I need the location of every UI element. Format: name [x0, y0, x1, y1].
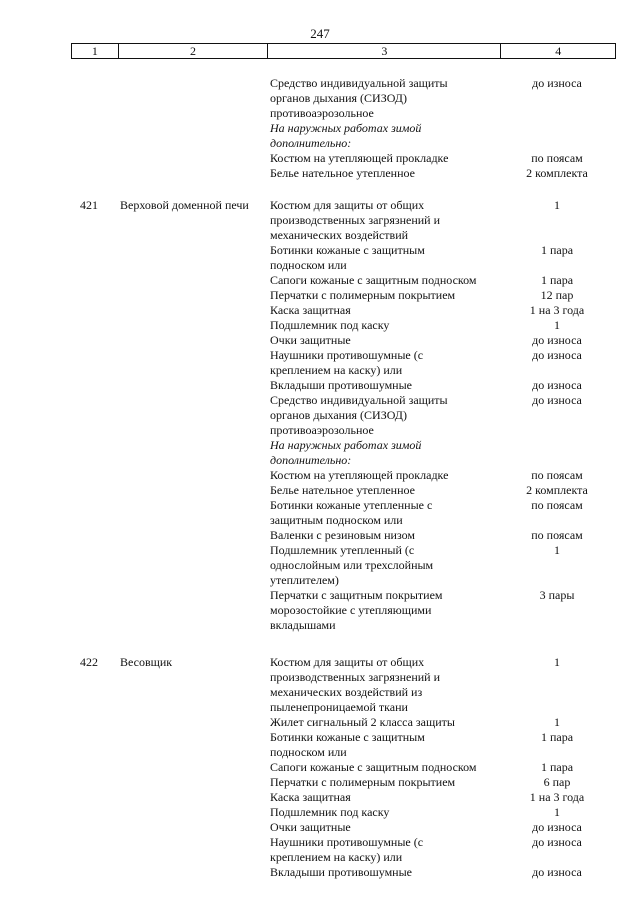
ppe-item — [270, 588, 630, 633]
ppe-item-quantity: 1 — [554, 715, 560, 729]
ppe-item-name: На наружных работах зимой дополнительно: — [270, 121, 422, 150]
ppe-item-name: Костюм на утепляющей прокладке — [270, 468, 449, 482]
ppe-item-name: Вкладыши противошумные — [270, 378, 412, 392]
column-header-3: 3 — [268, 44, 501, 58]
ppe-item — [270, 303, 630, 318]
ppe-item-name: Подшлемник утепленный (с однослойным или трехслойным утеплителем) — [270, 543, 434, 587]
ppe-item-quantity: до износа — [532, 820, 582, 834]
ppe-item-quantity: по поясам — [531, 468, 583, 482]
ppe-item-name: Перчатки с защитным покрытием морозостойкие с утепляющими вкладышами — [270, 588, 443, 632]
ppe-item-name: Костюм для защиты от общих производственных загрязнений и механических воздействий — [270, 198, 441, 242]
ppe-item — [270, 790, 630, 805]
ppe-list — [270, 76, 630, 181]
ppe-item-name: Средство индивидуальной защиты органов дыхания (СИЗОД) противоаэрозольное — [270, 76, 448, 120]
ppe-item — [270, 528, 630, 543]
column-header-4: 4 — [555, 44, 562, 58]
ppe-item — [270, 835, 630, 865]
ppe-item — [270, 166, 630, 181]
row-number: 421 — [80, 198, 98, 212]
ppe-item — [270, 76, 630, 121]
ppe-item-name: Наушники противошумные (с креплением на каску) или — [270, 835, 424, 864]
ppe-item-quantity — [502, 121, 612, 151]
ppe-item-name: Ботинки кожаные с защитным подноском или — [270, 730, 425, 759]
ppe-item — [270, 730, 630, 760]
ppe-item-name: Очки защитные — [270, 333, 351, 347]
ppe-item-quantity: 6 пар — [543, 775, 571, 789]
ppe-item-name: Костюм для защиты от общих производственных загрязнений и механических воздействий из пыленепроницаемой ткани — [270, 655, 441, 714]
ppe-item-name: Подшлемник под каску — [270, 805, 390, 819]
ppe-item — [270, 348, 630, 378]
ppe-item-quantity: 1 на 3 года — [529, 303, 585, 317]
ppe-item-quantity: по поясам — [531, 498, 583, 512]
column-header-2: 2 — [119, 44, 268, 58]
ppe-item-quantity: до износа — [532, 865, 582, 879]
ppe-item-quantity: 1 пара — [540, 243, 574, 257]
column-header-row — [71, 43, 616, 59]
ppe-item — [270, 865, 630, 880]
ppe-item — [270, 468, 630, 483]
ppe-item — [270, 655, 630, 715]
ppe-item-quantity: 1 пара — [540, 760, 574, 774]
ppe-item — [270, 820, 630, 835]
ppe-item-quantity: по поясам — [531, 151, 583, 165]
ppe-item-quantity: 1 — [554, 655, 560, 669]
ppe-item-name: Каска защитная — [270, 790, 351, 804]
ppe-item — [270, 543, 630, 588]
column-header-1: 1 — [72, 44, 119, 58]
ppe-item-name: Наушники противошумные (с креплением на каску) или — [270, 348, 424, 377]
ppe-item-quantity: 2 комплекта — [526, 483, 588, 497]
ppe-item — [270, 393, 630, 438]
ppe-item-quantity: 12 пар — [540, 288, 574, 302]
ppe-item-quantity: 1 — [554, 198, 560, 212]
ppe-item-quantity: 1 — [554, 318, 560, 332]
ppe-item-name: Белье нательное утепленное — [270, 166, 415, 180]
ppe-item-quantity: 1 на 3 года — [529, 790, 585, 804]
ppe-item-name: Сапоги кожаные с защитным подноском — [270, 273, 477, 287]
ppe-item-name: Жилет сигнальный 2 класса защиты — [270, 715, 455, 729]
ppe-item — [270, 273, 630, 288]
ppe-list — [270, 198, 630, 633]
ppe-item — [270, 715, 630, 730]
ppe-item — [270, 288, 630, 303]
ppe-item-quantity: 2 комплекта — [526, 166, 588, 180]
ppe-item — [270, 198, 630, 243]
ppe-item-name: Ботинки кожаные с защитным подноском или — [270, 243, 425, 272]
ppe-item-quantity: до износа — [532, 393, 582, 407]
ppe-item-quantity — [502, 438, 612, 468]
ppe-item-quantity: до износа — [532, 348, 582, 362]
ppe-item — [270, 318, 630, 333]
ppe-item-quantity: 3 пары — [539, 588, 575, 602]
ppe-item-quantity: 1 пара — [540, 273, 574, 287]
page-number: 247 — [310, 26, 330, 41]
ppe-item-quantity: до износа — [532, 378, 582, 392]
ppe-item-name: Средство индивидуальной защиты органов дыхания (СИЗОД) противоаэрозольное — [270, 393, 448, 437]
ppe-item-name: Костюм на утепляющей прокладке — [270, 151, 449, 165]
ppe-item-quantity: по поясам — [531, 528, 583, 542]
ppe-item-quantity: до износа — [532, 76, 582, 90]
ppe-item-name: Подшлемник под каску — [270, 318, 390, 332]
ppe-item — [270, 498, 630, 528]
ppe-item — [270, 805, 630, 820]
ppe-item-name: Сапоги кожаные с защитным подноском — [270, 760, 477, 774]
ppe-item — [270, 775, 630, 790]
condition-note — [270, 438, 630, 468]
ppe-item — [270, 151, 630, 166]
ppe-item-quantity: 1 пара — [540, 730, 574, 744]
ppe-item-name: Перчатки с полимерным покрытием — [270, 775, 456, 789]
profession-name: Верховой доменной печи — [120, 198, 249, 212]
ppe-item-quantity: до износа — [532, 333, 582, 347]
row-number: 422 — [80, 655, 98, 669]
ppe-item-name: Вкладыши противошумные — [270, 865, 412, 879]
ppe-item-quantity: 1 — [554, 543, 560, 557]
condition-note — [270, 121, 630, 151]
ppe-list — [270, 655, 630, 880]
profession-name: Весовщик — [120, 655, 173, 669]
ppe-item-name: Каска защитная — [270, 303, 351, 317]
ppe-item-name: Перчатки с полимерным покрытием — [270, 288, 456, 302]
ppe-item-name: Валенки с резиновым низом — [270, 528, 416, 542]
ppe-item-name: На наружных работах зимой дополнительно: — [270, 438, 422, 467]
ppe-item — [270, 760, 630, 775]
ppe-item — [270, 333, 630, 348]
ppe-item-quantity: до износа — [532, 835, 582, 849]
ppe-item-name: Очки защитные — [270, 820, 351, 834]
ppe-item — [270, 483, 630, 498]
ppe-item — [270, 243, 630, 273]
ppe-item-name: Ботинки кожаные утепленные с защитным подноском или — [270, 498, 433, 527]
ppe-item-quantity: 1 — [554, 805, 560, 819]
ppe-item — [270, 378, 630, 393]
ppe-item-name: Белье нательное утепленное — [270, 483, 415, 497]
